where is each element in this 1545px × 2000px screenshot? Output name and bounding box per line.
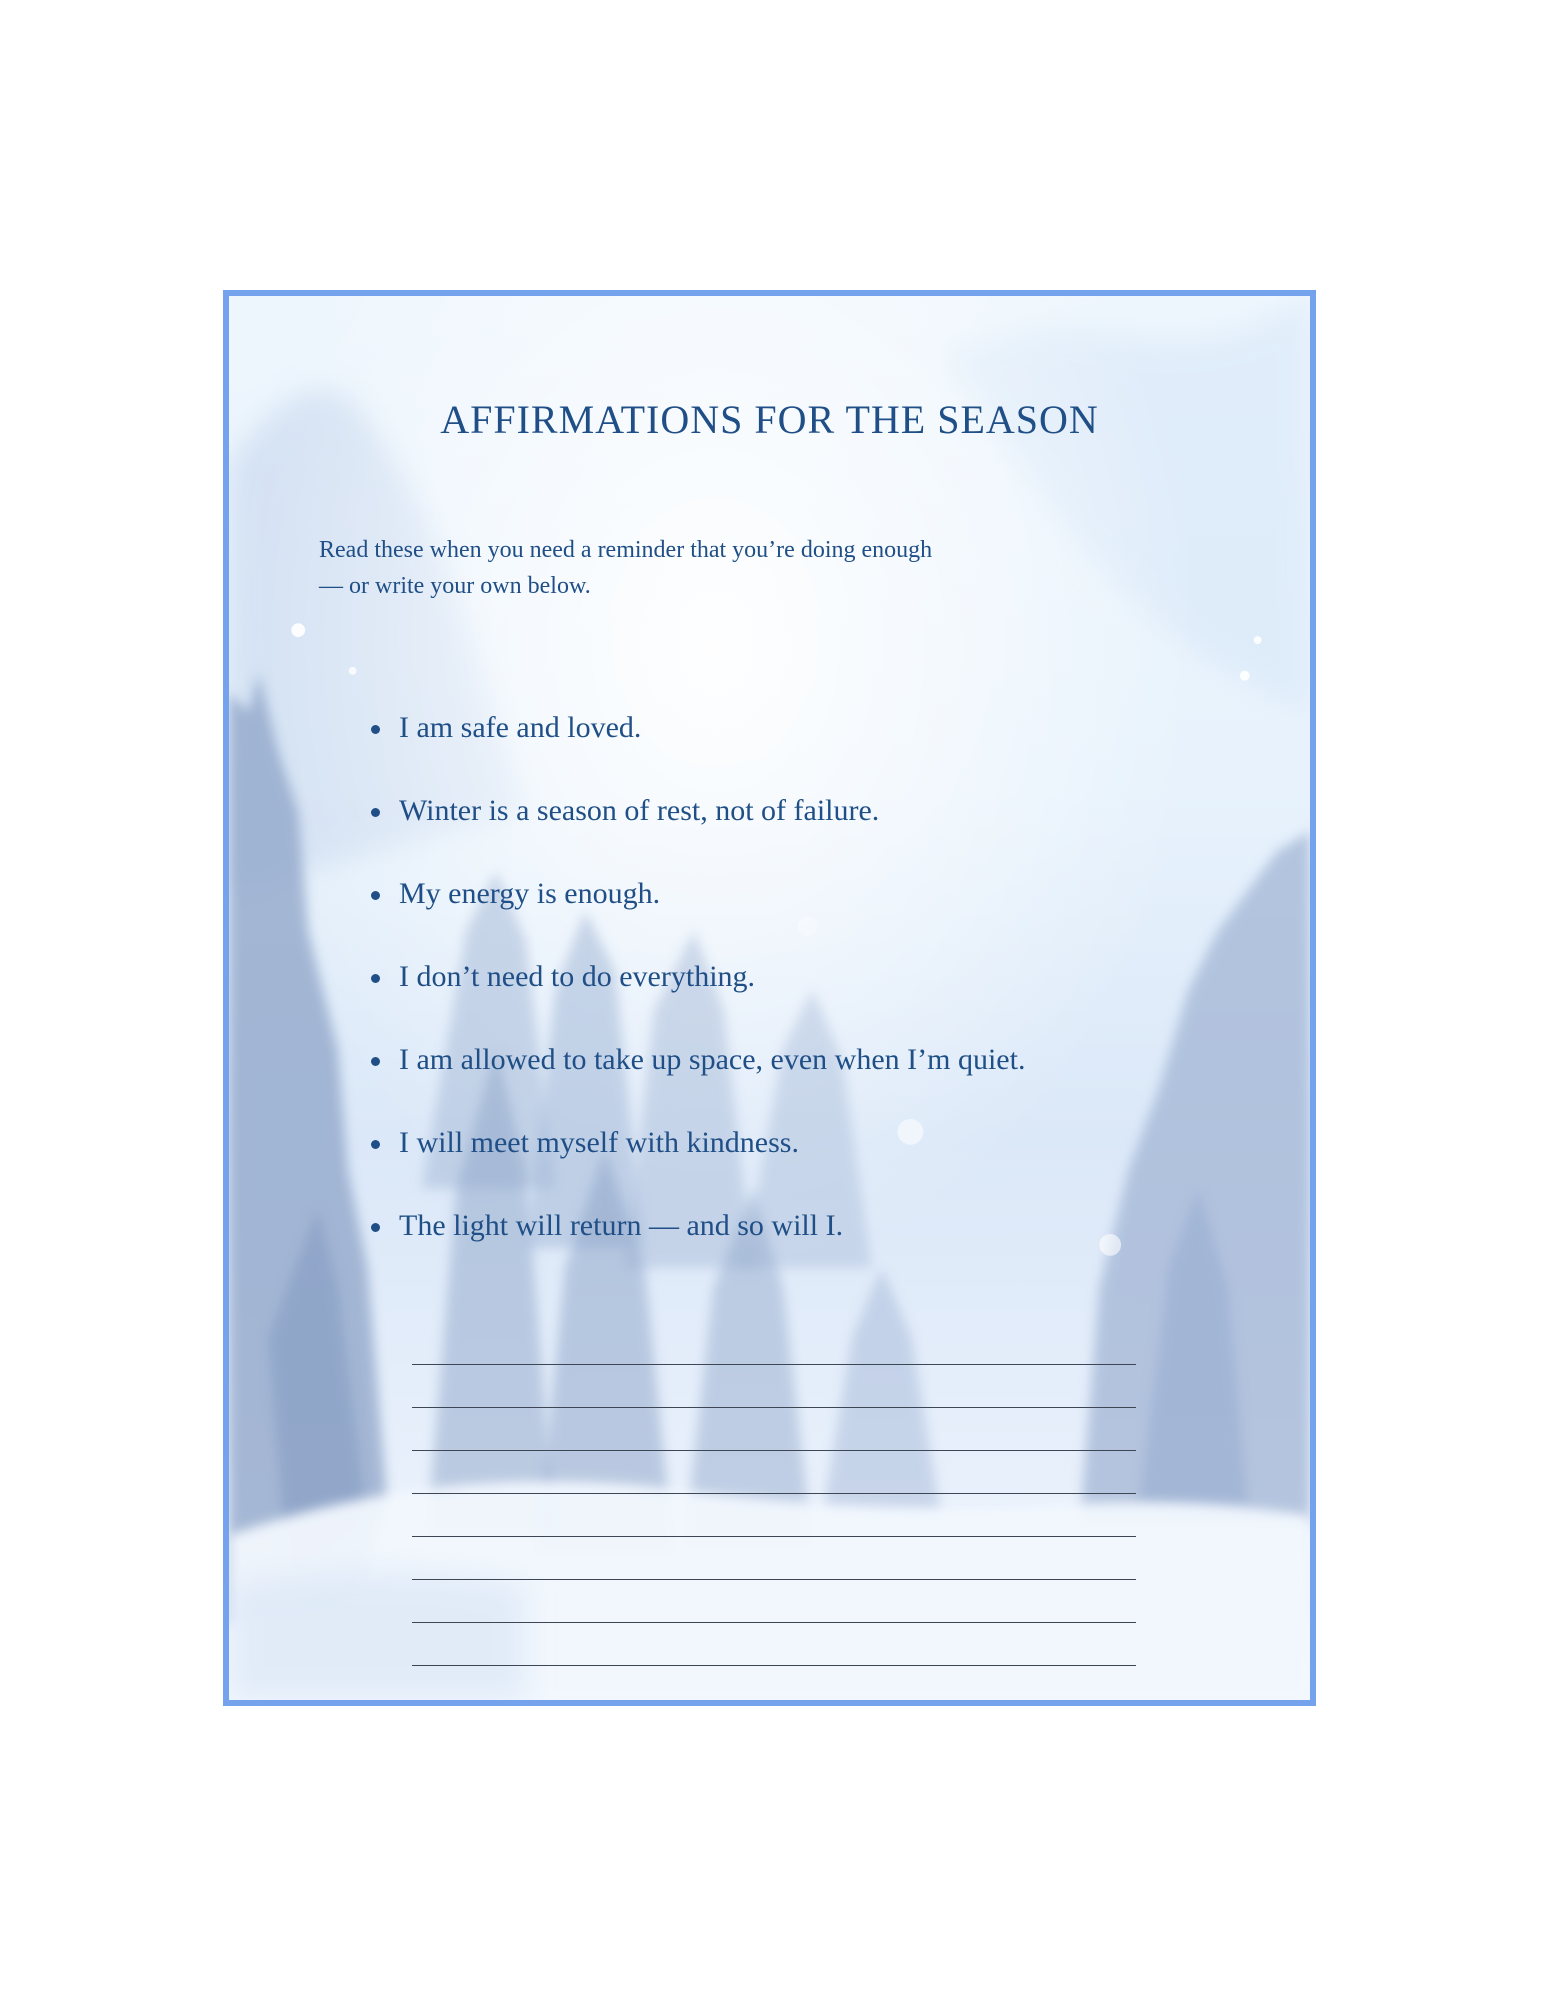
writing-line[interactable] [412,1537,1136,1580]
bullet-icon [371,974,380,983]
affirmation-item [365,874,1025,957]
bullet-icon [371,1223,380,1232]
affirmation-text: I will meet myself with kindness. [399,1126,799,1159]
intro-text: Read these when you need a reminder that you’re doing enough — or write your own below. [319,537,933,599]
writing-lines [412,1322,1136,1666]
affirmation-item [365,791,1025,874]
writing-line[interactable] [412,1580,1136,1623]
affirmation-item [365,957,1025,1040]
affirmation-text: The light will return — and so will I. [399,1209,844,1242]
affirmation-item [365,1123,1025,1206]
affirmation-item [365,1206,1025,1289]
affirmation-text: My energy is enough. [399,877,661,910]
writing-line[interactable] [412,1322,1136,1365]
affirmation-text: I don’t need to do everything. [399,960,756,993]
affirmation-card [223,290,1316,1706]
writing-line[interactable] [412,1623,1136,1666]
writing-line[interactable] [412,1365,1136,1408]
page-title: AFFIRMATIONS FOR THE SEASON [440,397,1099,442]
writing-line[interactable] [412,1408,1136,1451]
affirmation-text: I am allowed to take up space, even when I’m quiet. [399,1043,1026,1076]
bullet-icon [371,1140,380,1149]
affirmation-item [365,1040,1025,1123]
bullet-icon [371,808,380,817]
affirmation-list [365,708,1025,1289]
bullet-icon [371,1057,380,1066]
bullet-icon [371,891,380,900]
affirmation-item [365,708,1025,791]
affirmation-text: Winter is a season of rest, not of failure. [399,794,880,827]
affirmation-text: I am safe and loved. [399,711,642,744]
writing-line[interactable] [412,1451,1136,1494]
bullet-icon [371,725,380,734]
writing-line[interactable] [412,1494,1136,1537]
